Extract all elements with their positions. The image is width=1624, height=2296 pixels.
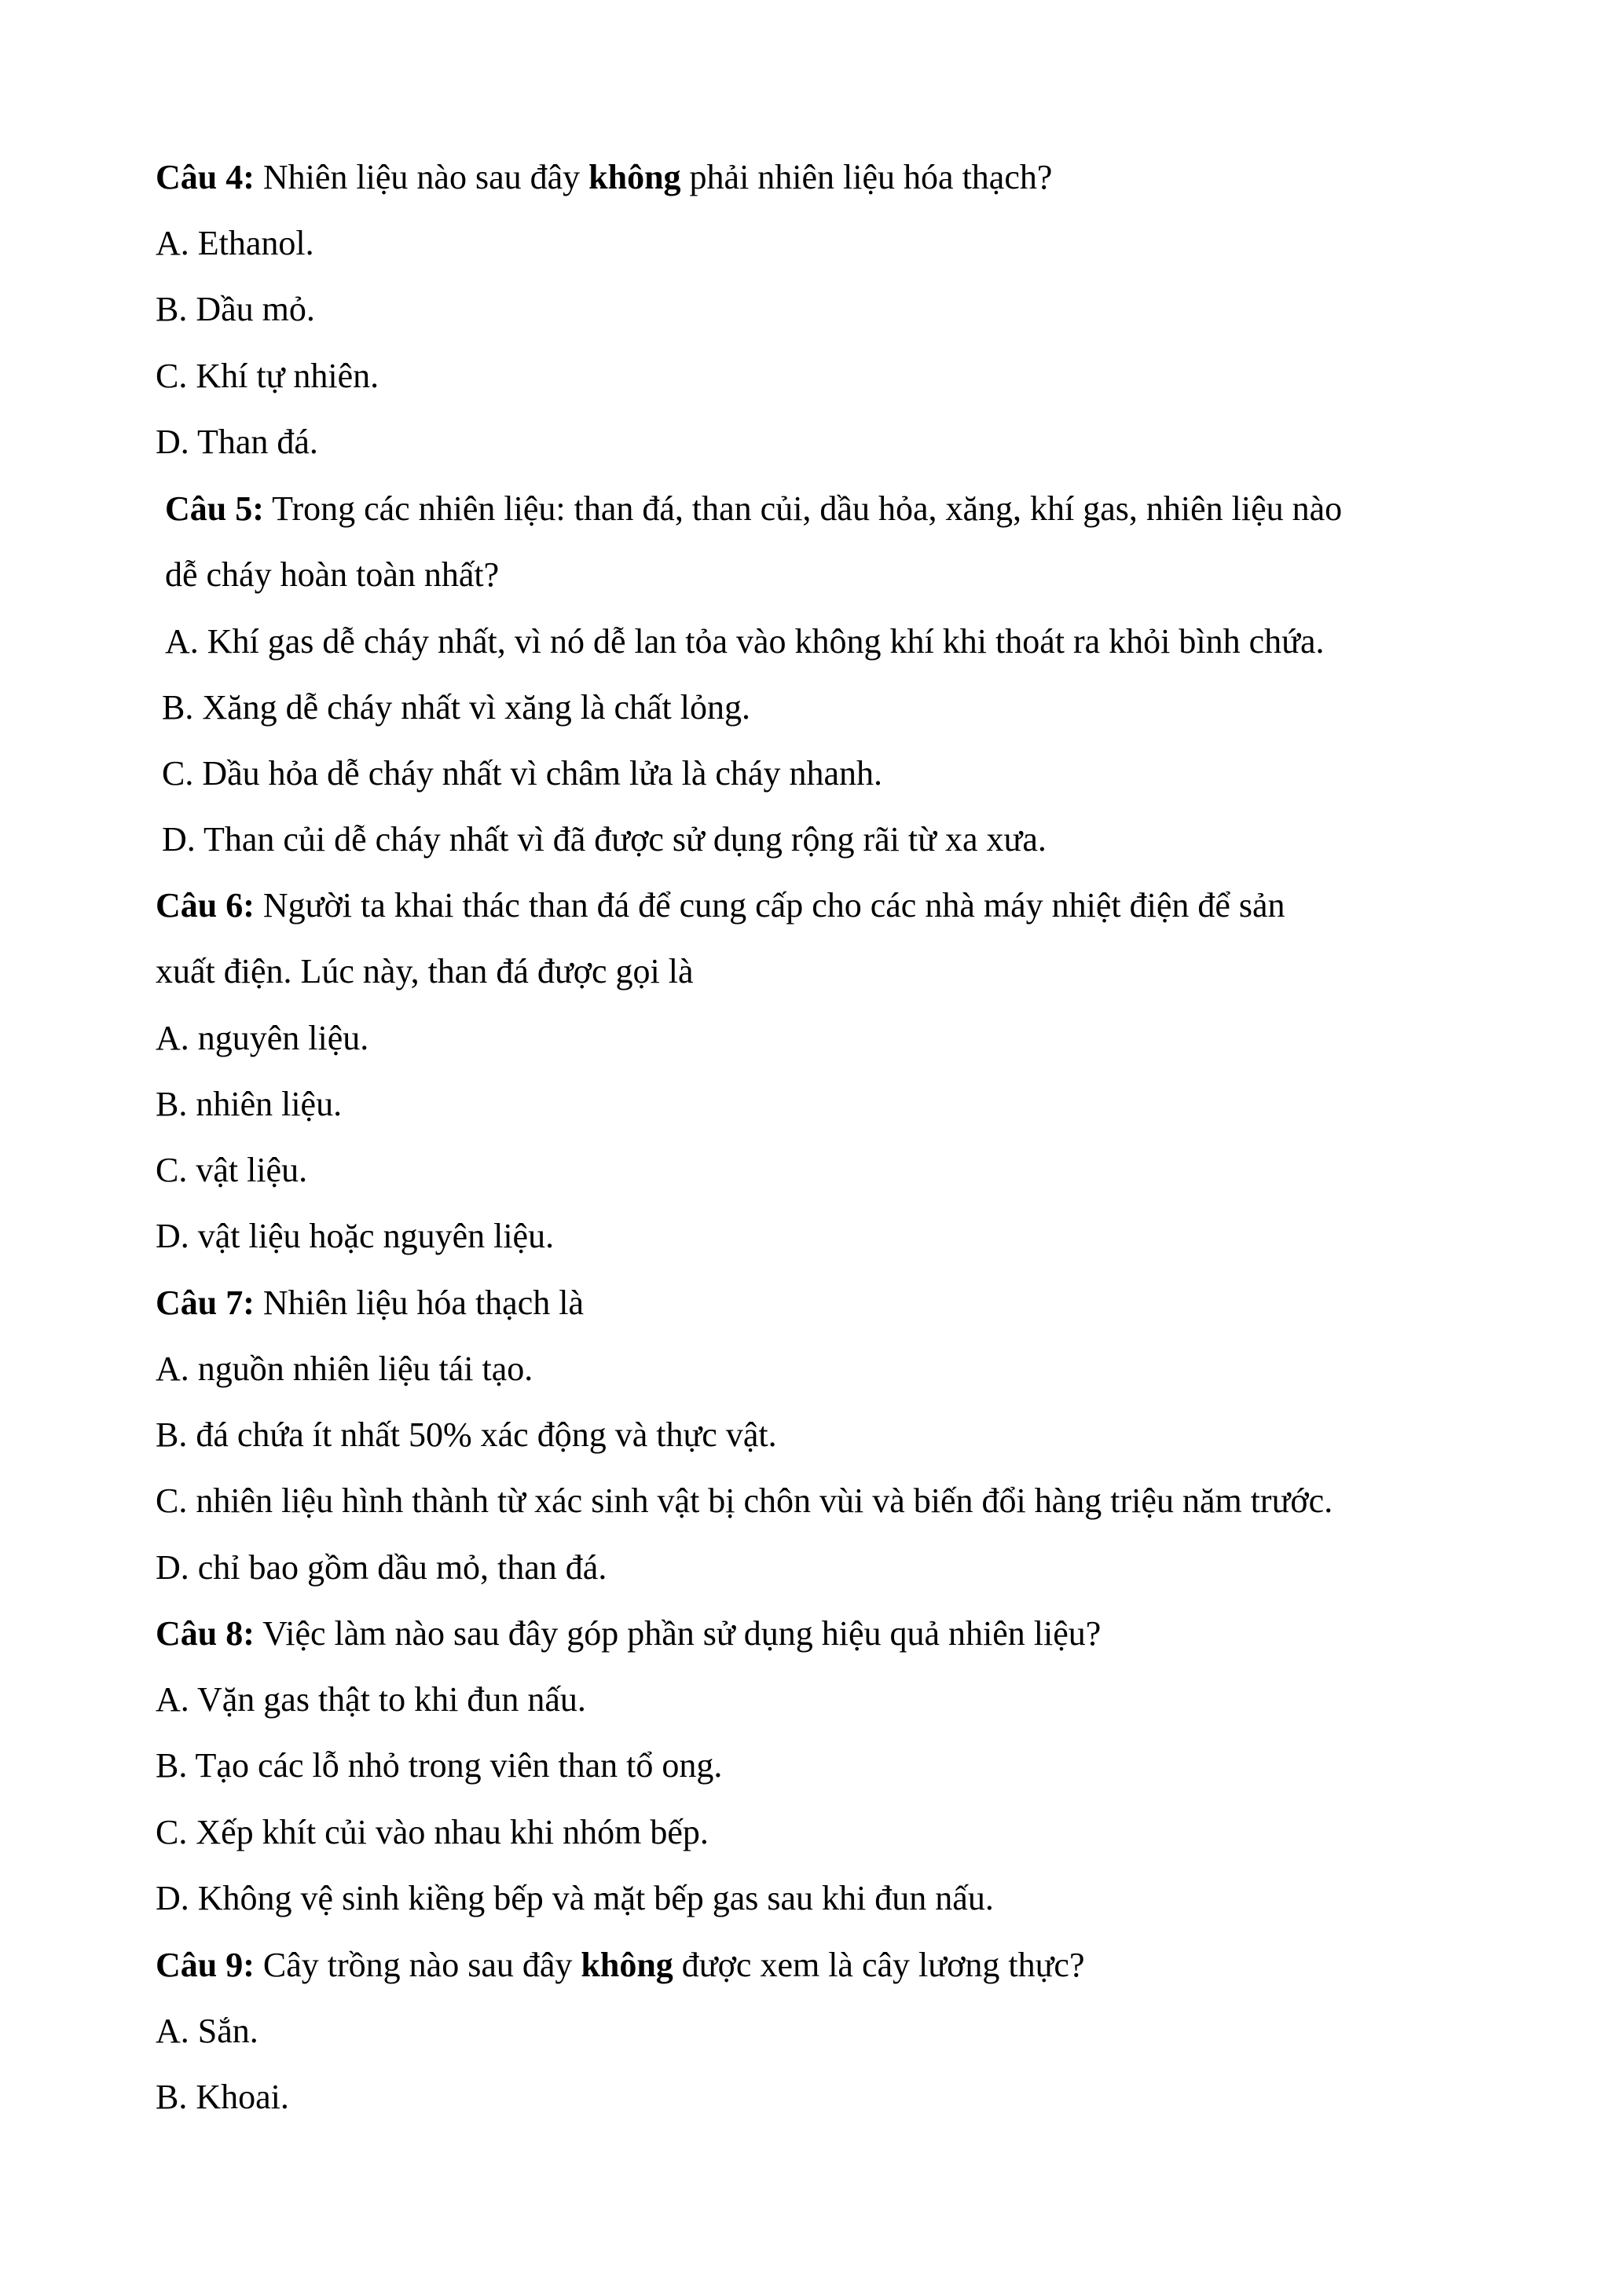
question-6-option-d: D. vật liệu hoặc nguyên liệu. — [156, 1217, 555, 1255]
question-number: Câu 7: — [156, 1283, 255, 1322]
question-8-option-d — [156, 1877, 994, 1921]
question-number: Câu 9: — [156, 1946, 255, 1984]
question-5-option-c: C. Dầu hỏa dễ cháy nhất vì châm lửa là cháy nhanh. — [162, 754, 882, 793]
question-9-option-a: A. Sắn. — [156, 2012, 258, 2050]
question-5-option-a: A. Khí gas dễ cháy nhất, vì nó dễ lan tỏa vào không khí khi thoát ra khỏi bình chứa. — [165, 622, 1325, 661]
question-number: Câu 4: — [156, 158, 255, 196]
question-text: Người ta khai thác than đá để cung cấp cho các nhà máy nhiệt điện để sản — [254, 886, 1285, 925]
question-4-stem — [156, 156, 1052, 200]
question-7-option-c: C. nhiên liệu hình thành từ xác sinh vật bị chôn vùi và biến đổi hàng triệu năm trước. — [156, 1481, 1333, 1520]
question-5-stem-line-2: dễ cháy hoàn toàn nhất? — [165, 555, 500, 594]
question-text: được xem là cây lương thực? — [673, 1946, 1085, 1984]
question-text: Nhiên liệu nào sau đây — [254, 158, 589, 196]
question-7-option-d: D. chỉ bao gồm dầu mỏ, than đá. — [156, 1548, 607, 1587]
question-text: Việc làm nào sau đây góp phần sử dụng hiệu quả nhiên liệu? — [254, 1614, 1102, 1653]
question-5-stem-line-1 — [165, 487, 1342, 531]
question-8-option-a: A. Vặn gas thật to khi đun nấu. — [156, 1680, 586, 1719]
option-text: Không vệ sinh kiềng bếp và mặt bếp gas sau khi đun nấu. — [189, 1879, 994, 1917]
question-text: Nhiên liệu hóa thạch là — [254, 1283, 584, 1322]
question-9-option-b: B. Khoai. — [156, 2078, 289, 2116]
question-7-option-b: B. đá chứa ít nhất 50% xác động và thực vật. — [156, 1415, 777, 1454]
question-4-option-b: B. Dầu mỏ. — [156, 290, 315, 328]
question-6-option-c: C. vật liệu. — [156, 1151, 308, 1189]
question-5-option-d: D. Than củi dễ cháy nhất vì đã được sử dụng rộng rãi từ xa xưa. — [162, 820, 1047, 859]
question-8-stem — [156, 1612, 1101, 1656]
question-text: Trong các nhiên liệu: than đá, than củi, dầu hỏa, xăng, khí gas, nhiên liệu nào — [263, 489, 1343, 528]
question-8-option-b: B. Tạo các lỗ nhỏ trong viên than tổ ong. — [156, 1746, 723, 1785]
question-6-option-b: B. nhiên liệu. — [156, 1085, 343, 1123]
question-8-option-c: C. Xếp khít củi vào nhau khi nhóm bếp. — [156, 1813, 709, 1851]
question-4-option-c: C. Khí tự nhiên. — [156, 357, 379, 395]
question-7-option-a: A. nguồn nhiên liệu tái tạo. — [156, 1349, 533, 1388]
question-6-option-a: A. nguyên liệu. — [156, 1019, 369, 1057]
question-9-stem — [156, 1943, 1084, 1987]
question-6-stem-line-1 — [156, 884, 1285, 928]
question-number: Câu 5: — [165, 489, 264, 528]
question-6-stem-line-2: xuất điện. Lúc này, than đá được gọi là — [156, 952, 694, 991]
question-4-option-a: A. Ethanol. — [156, 224, 314, 262]
emphasis-word: không — [581, 1946, 673, 1984]
question-number: Câu 8: — [156, 1614, 255, 1653]
question-text: phải nhiên liệu hóa thạch? — [680, 158, 1053, 196]
question-5-option-b: B. Xăng dễ cháy nhất vì xăng là chất lỏng. — [162, 688, 751, 727]
question-4-option-d: D. Than đá. — [156, 423, 318, 461]
option-letter: D. — [156, 1879, 189, 1917]
question-number: Câu 6: — [156, 886, 255, 925]
question-7-stem — [156, 1281, 584, 1325]
question-text: Cây trồng nào sau đây — [254, 1946, 581, 1984]
emphasis-word: không — [588, 158, 681, 196]
